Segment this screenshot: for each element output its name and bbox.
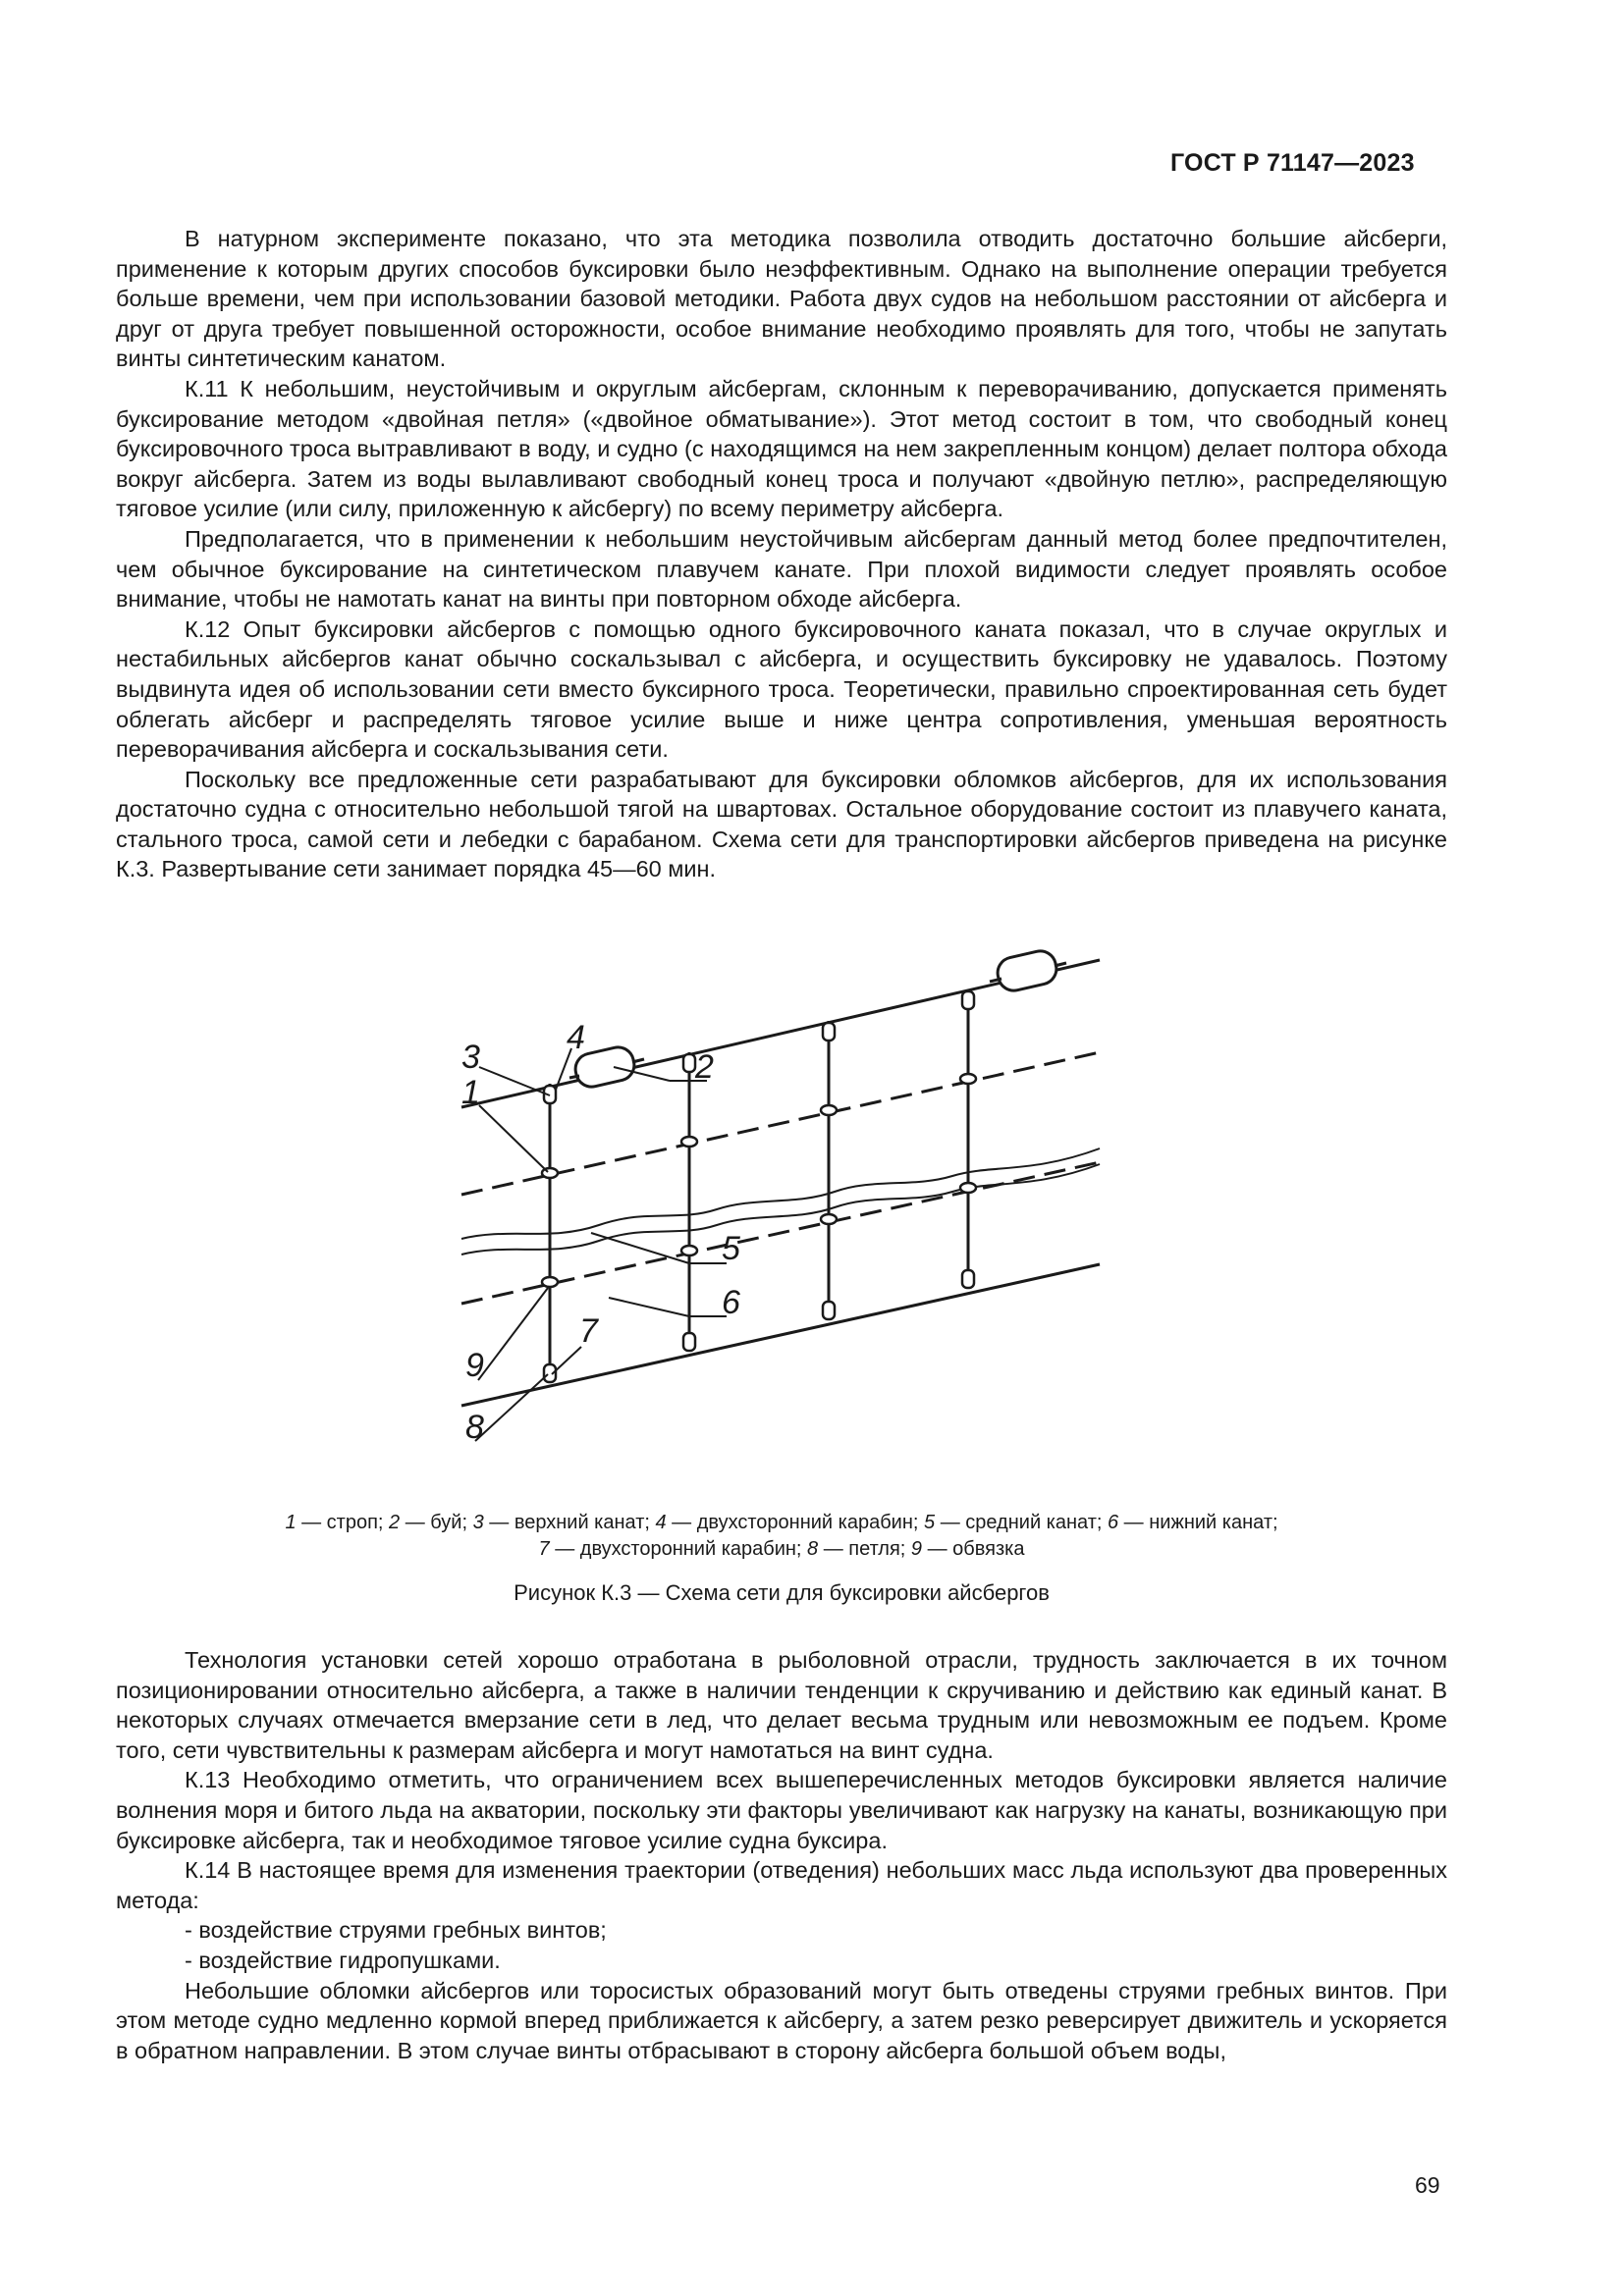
net-diagram-figure	[422, 942, 1129, 1492]
carabiner	[683, 1333, 695, 1351]
label-9: 9	[465, 1347, 484, 1384]
paragraph: К.12 Опыт буксировки айсбергов с помощью одного буксировочного каната показал, что в случае округлых и нестабильных айсбергов канат обычно соскальзывал с айсберга, и осуществить буксировку не удавалось. Поэтому выдвинута идея об использовании сети вместо буксирного троса. Теоретически, правильно спроектированная сеть будет облегать айсберг и распределять тяговое усилие выше и ниже центра сопротивления, уменьшая вероятность переворачивания айсберга и соскальзывания сети.	[116, 615, 1447, 763]
leader-line	[479, 1105, 548, 1172]
carabiner	[683, 1054, 695, 1072]
water-line	[461, 1148, 1100, 1239]
leader-line	[552, 1347, 581, 1374]
legend-num: 2	[389, 1512, 401, 1533]
paragraph: К.11 К небольшим, неустойчивым и округлым айсбергам, склонным к переворачиванию, допускается применять буксирование методом «двойная петля» («двойное обматывание»). Этот метод состоит в том, что свободный конец буксировочного троса вытравливают в воду, и судно (с находящимся на нем закрепленным концом) делает полтора обхода вокруг айсберга. Затем из воды вылавливают свободный конец троса и получают «двойную петлю», распределяющую тяговое усилие (или силу, приложенную к айсбергу) по всему периметру айсберга.	[116, 375, 1447, 522]
label-7: 7	[579, 1312, 598, 1350]
legend-text: — двухсторонний карабин;	[549, 1538, 808, 1560]
paragraph: В натурном эксперименте показано, что эта методика позволила отводить достаточно большие айсберги, применение к которым других способов буксировки было неэффективным. Однако на выполнение операции требуется больше времени, чем при использовании базовой методики. Работа двух судов на небольшом расстоянии от айсберга и друг от друга требует повышенной осторожности, особое внимание необходимо проявлять для того, чтобы не запутать винты синтетическим канатом.	[116, 226, 1447, 372]
label-2: 2	[695, 1048, 714, 1086]
legend-num: 4	[655, 1512, 667, 1533]
leader-line	[591, 1233, 689, 1263]
label-5: 5	[722, 1230, 740, 1267]
paragraph: К.13 Необходимо отметить, что ограничением всех вышеперечисленных методов буксировки является наличие волнения моря и битого льда на акватории, поскольку эти факторы увеличивают как нагрузку на канаты, возникающую при буксировке айсберга, так и необходимое тяговое усилие судна буксира.	[116, 1767, 1447, 1853]
legend-num: 3	[472, 1512, 484, 1533]
leader-line	[475, 1374, 548, 1441]
paragraph: Технология установки сетей хорошо отработана в рыболовной отрасли, трудность заключается в их точном позиционировании относительно айсберга, а также в наличии тенденции к скручиванию и действию как единый канат. В некоторых случаях отмечается вмерзание сети в лед, что делает весьма трудным или невозможным ее подъем. Кроме того, сети чувствительны к размерам айсберга и могут намотаться на винт судна.	[116, 1647, 1447, 1763]
label-8: 8	[465, 1409, 484, 1446]
document-header: ГОСТ Р 71147—2023	[1170, 149, 1415, 177]
body-text-top	[116, 224, 1447, 884]
list-item: - воздействие гидропушками.	[185, 1947, 501, 1973]
leader-line	[478, 1288, 548, 1380]
legend-text: — верхний канат;	[483, 1512, 656, 1533]
carabiner	[962, 1270, 974, 1288]
list-item: - воздействие струями гребных винтов;	[185, 1917, 607, 1944]
label-6: 6	[722, 1284, 740, 1321]
legend-num: 5	[924, 1512, 936, 1533]
leader-line	[609, 1298, 689, 1316]
tie	[542, 1277, 558, 1287]
tie	[681, 1246, 697, 1255]
tie	[960, 1074, 976, 1084]
paragraph: Предполагается, что в применении к небольшим неустойчивым айсбергам данный метод более предпочтителен, чем обычное буксирование на синтетическом плавучем канате. При плохой видимости следует проявлять особое внимание, чтобы не намотать канат на винты при повторном обходе айсберга.	[116, 525, 1447, 613]
tie	[821, 1105, 837, 1115]
body-text-bottom	[116, 1645, 1447, 2065]
page-number: 69	[1415, 2172, 1440, 2198]
buoy	[990, 948, 1066, 994]
legend-text: — петля;	[818, 1538, 911, 1560]
legend-text: — строп;	[296, 1512, 390, 1533]
carabiner	[823, 1023, 835, 1041]
legend-text: — буй;	[400, 1512, 473, 1533]
paragraph: Поскольку все предложенные сети разрабатывают для буксировки обломков айсбергов, для их использования достаточно судна с относительно небольшой тягой на швартовах. Остальное оборудование состоит из плавучего каната, стального троса, самой сети и лебедки с барабаном. Схема сети для транспортировки айсбергов приведена на рисунке К.3. Развертывание сети занимает порядка 45—60 мин.	[116, 766, 1447, 882]
carabiner	[823, 1302, 835, 1319]
legend-text: — обвязка	[922, 1538, 1025, 1560]
label-4: 4	[567, 1019, 585, 1056]
legend-line	[116, 1536, 1447, 1563]
legend-line	[116, 1510, 1447, 1536]
carabiner	[962, 991, 974, 1009]
tie	[960, 1183, 976, 1193]
tie	[681, 1137, 697, 1147]
label-3: 3	[461, 1039, 480, 1076]
legend-num: 1	[285, 1512, 297, 1533]
water-line	[461, 1164, 1100, 1255]
leader-line	[479, 1067, 550, 1095]
label-1: 1	[461, 1074, 480, 1111]
legend-text: — нижний канат;	[1118, 1512, 1278, 1533]
tie	[821, 1214, 837, 1224]
paragraph: К.14 В настоящее время для изменения траектории (отведения) небольших масс льда используют два проверенных метода:	[116, 1857, 1447, 1913]
legend-num: 6	[1108, 1512, 1119, 1533]
legend-num: 9	[910, 1538, 923, 1560]
legend-num: 7	[538, 1538, 550, 1560]
net-diagram	[422, 942, 1129, 1492]
legend-text: — средний канат;	[935, 1512, 1108, 1533]
figure-legend	[116, 1510, 1447, 1563]
figure-caption: Рисунок К.3 — Схема сети для буксировки айсбергов	[514, 1580, 1050, 1605]
paragraph: Небольшие обломки айсбергов или торосистых образований могут быть отведены струями гребных винтов. При этом методе судно медленно кормой вперед приближается к айсбергу, а затем резко реверсирует движитель и ускоряется в обратном направлении. В этом случае винты отбрасывают в сторону айсберга большой объем воды,	[116, 1977, 1447, 2063]
legend-num: 8	[807, 1538, 819, 1560]
legend-text: — двухсторонний карабин;	[666, 1512, 925, 1533]
